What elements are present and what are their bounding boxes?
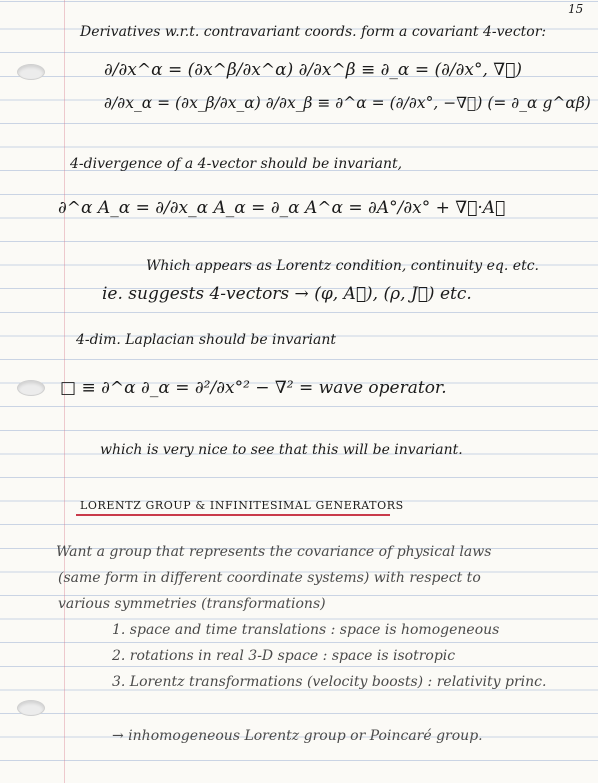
heading-underline [76,514,390,516]
note-line-7: ie. suggests 4-vectors → (φ, A⃗), (ρ, J⃗) etc. [102,284,472,304]
equation-contravariant-derivative: ∂/∂x_α = (∂x_β/∂x_α) ∂/∂x_β ≡ ∂^α = (∂/∂x°, −∇⃗) (= ∂_α g^αβ) [104,94,591,112]
binder-hole-top [17,64,45,80]
equation-covariant-derivative: ∂/∂x^α = (∂x^β/∂x^α) ∂/∂x^β ≡ ∂_α = (∂/∂x°, ∇⃗) [104,60,523,80]
note-line-18: → inhomogeneous Lorentz group or Poincaré group. [112,728,483,744]
equation-dalembertian: □ ≡ ∂^α ∂_α = ∂²/∂x°² − ∇² = wave operator. [60,378,447,398]
binder-hole-bottom [17,700,45,716]
note-line-13: (same form in different coordinate systems) with respect to [58,570,481,586]
note-line-8: 4-dim. Laplacian should be invariant [76,332,336,348]
binder-hole-middle [17,380,45,396]
note-line-4: 4-divergence of a 4-vector should be invariant, [70,156,403,172]
list-item-1: 1. space and time translations : space is homogeneous [112,622,500,638]
note-line-14: various symmetries (transformations) [58,596,326,612]
note-line-1: Derivatives w.r.t. contravariant coords. form a covariant 4-vector: [80,24,547,40]
list-item-3: 3. Lorentz transformations (velocity boosts) : relativity princ. [112,674,547,690]
note-line-12: Want a group that represents the covariance of physical laws [56,544,492,560]
equation-four-divergence: ∂^α A_α = ∂/∂x_α A_α = ∂_α A^α = ∂A°/∂x° + ∇⃗·A⃗ [58,198,506,218]
list-item-2: 2. rotations in real 3-D space : space is isotropic [112,648,456,664]
note-line-6: Which appears as Lorentz condition, continuity eq. etc. [146,258,539,274]
page-number: 15 [568,2,584,16]
note-line-10: which is very nice to see that this will be invariant. [100,442,463,458]
section-heading: LORENTZ GROUP & INFINITESIMAL GENERATORS [80,499,404,512]
